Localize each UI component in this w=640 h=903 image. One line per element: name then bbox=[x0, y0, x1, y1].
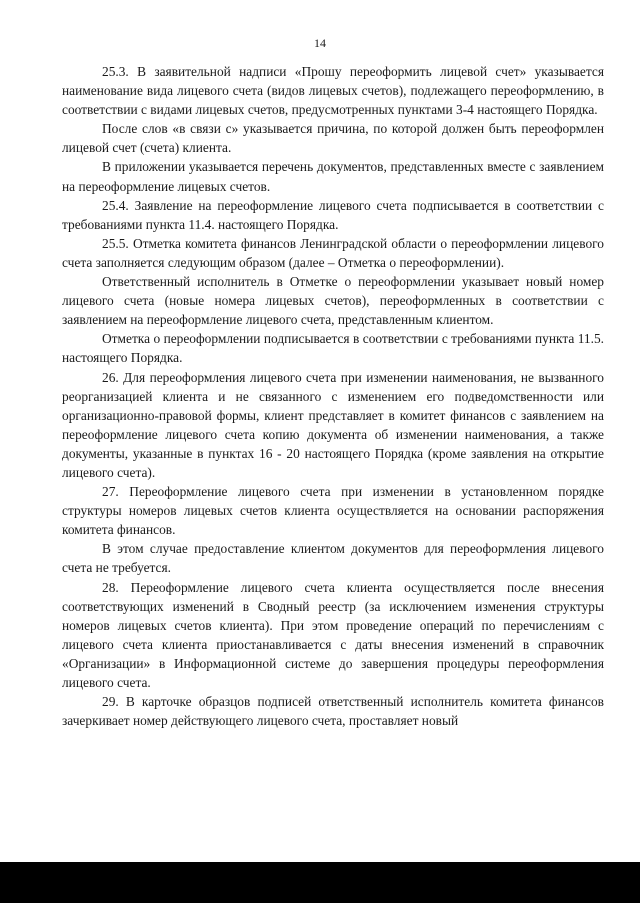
page-number: 14 bbox=[314, 36, 326, 50]
paragraph-25-4: 25.4. Заявление на переоформление лицевого счета подписывается в соответствии с требованиями пункта 11.4. настоящего Порядка. bbox=[62, 197, 604, 232]
paragraph-29: 29. В карточке образцов подписей ответственный исполнитель комитета финансов зачеркивает номер действующего лицевого счета, проставляет новый bbox=[62, 694, 604, 729]
paragraph-prilozhenie: В приложении указывается перечень документов, представленных вместе с заявлением на переоформление лицевых счетов. bbox=[62, 159, 604, 194]
paragraph-25-5: 25.5. Отметка комитета финансов Ленинградской области о переоформлении лицевого счета заполняется следующим образом (далее – Отметка о переоформлении). bbox=[62, 235, 604, 270]
paragraph-v-etom-sluchae: В этом случае предоставление клиентом документов для переоформления лицевого счета не требуется. bbox=[62, 541, 604, 576]
paragraph-28: 28. Переоформление лицевого счета клиента осуществляется после внесения соответствующих изменений в Сводный реестр (за исключением изменения структуры номеров лицевых счетов клиента). При этом проведение операций по перечислениям с лицевого счета клиента приостанавливается с даты внесения изменений в справочник «Организации» в Информационной системе до завершения процедуры переоформления лицевого счета. bbox=[62, 579, 604, 690]
paragraph-25-3: 25.3. В заявительной надписи «Прошу переоформить лицевой счет» указывается наименование вида лицевого счета (видов лицевых счетов), подлежащего переоформлению, в соответствии с видами лицевых счетов, предусмотренных пунктами 3-4 настоящего Порядка. bbox=[62, 64, 604, 118]
document-body bbox=[62, 62, 604, 730]
scan-bottom-edge bbox=[0, 862, 640, 903]
paragraph-otvetstvennyi-ispolnitel: Ответственный исполнитель в Отметке о переоформлении указывает новый номер лицевого счета (новые номера лицевых счетов), переоформленных в соответствии с заявлением на переоформление лицевого счета, представленным клиентом. bbox=[62, 274, 604, 328]
paragraph-otmetka-podpisyvaetsya: Отметка о переоформлении подписывается в соответствии с требованиями пункта 11.5. настоящего Порядка. bbox=[62, 331, 604, 366]
paragraph-26: 26. Для переоформления лицевого счета при изменении наименования, не вызванного реорганизацией клиента и не связанного с изменением его подведомственности или организационно-правовой формы, клиент представляет в комитет финансов с заявлением на переоформление лицевого счета копию документа об изменении наименования, а также документы, указанные в пунктах 16 - 20 настоящего Порядка (кроме заявления на открытие лицевого счета). bbox=[62, 369, 604, 480]
paragraph-27: 27. Переоформление лицевого счета при изменении в установленном порядке структуры номеров лицевых счетов клиента осуществляется на основании распоряжения комитета финансов. bbox=[62, 484, 604, 538]
paragraph-v-svyazi-s: После слов «в связи с» указывается причина, по которой должен быть переоформлен лицевой счет (счета) клиента. bbox=[62, 121, 604, 156]
